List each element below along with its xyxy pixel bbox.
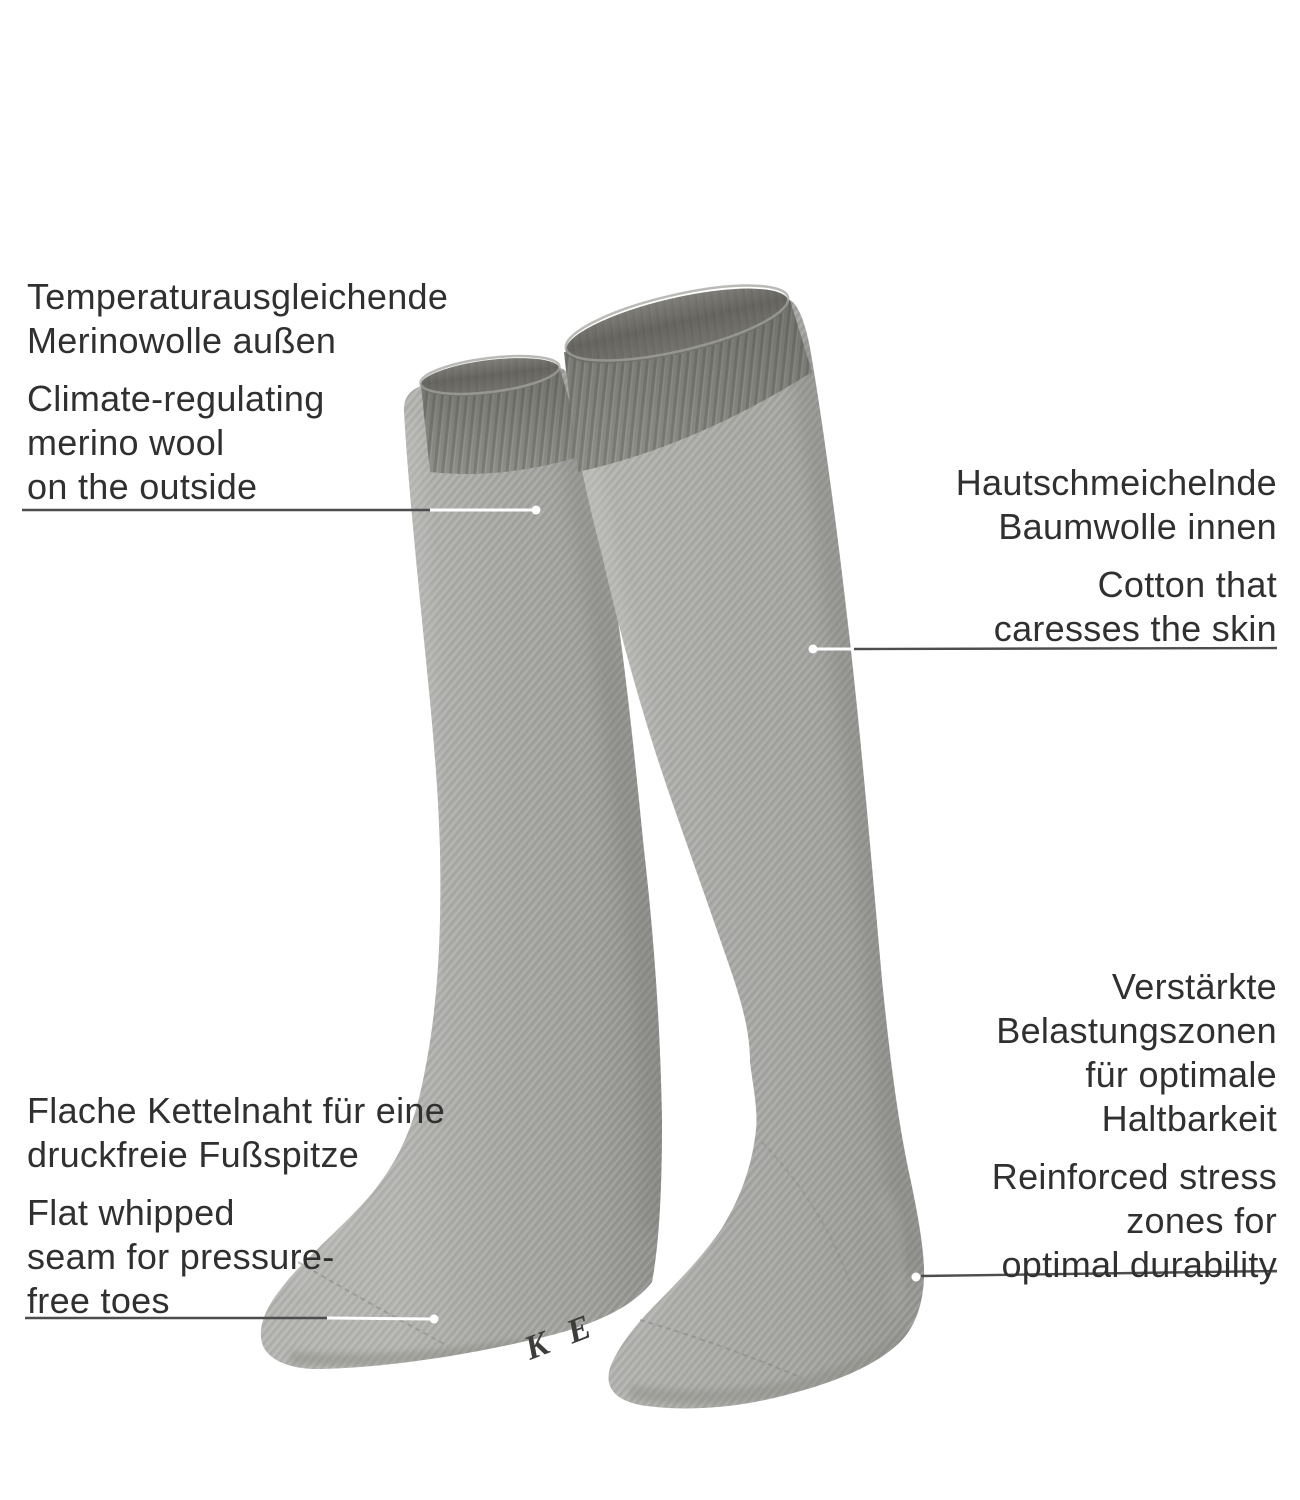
stress-de-line1: Verstärkte <box>1111 966 1277 1007</box>
stress-leader-dot <box>912 1273 921 1282</box>
merino-de-line2: Merinowolle außen <box>27 320 337 361</box>
merino-de-line1: Temperaturausgleichende <box>27 276 449 317</box>
merino-en-line3: on the outside <box>27 466 258 507</box>
toe-de-line2: druckfreie Fußspitze <box>27 1134 360 1175</box>
annotation-merino <box>27 275 448 509</box>
annotation-toe <box>27 1089 445 1323</box>
annotation-cotton <box>956 461 1277 651</box>
cotton-de-line2: Baumwolle innen <box>998 506 1277 547</box>
toe-en-line1: Flat whipped <box>27 1192 235 1233</box>
brand-letters: K E <box>519 1306 603 1368</box>
toe-en-line2: seam for pressure- <box>27 1236 335 1277</box>
stress-en-line3: optimal durability <box>1001 1244 1277 1285</box>
stress-en-line2: zones for <box>1126 1200 1277 1241</box>
merino-en-line2: merino wool <box>27 422 225 463</box>
merino-en-line1: Climate-regulating <box>27 378 325 419</box>
cotton-en-line1: Cotton that <box>1097 564 1277 605</box>
cotton-de-line1: Hautschmeichelnde <box>955 462 1277 503</box>
merino-leader-dot <box>532 506 541 515</box>
cotton-en-line2: caresses the skin <box>993 608 1277 649</box>
stress-de-line4: Haltbarkeit <box>1101 1098 1277 1139</box>
toe-en-line3: free toes <box>27 1280 170 1321</box>
annotation-stress <box>992 965 1277 1287</box>
stress-en-line1: Reinforced stress <box>991 1156 1277 1197</box>
stress-de-line2: Belastungszonen <box>996 1010 1277 1051</box>
stress-de-line3: für optimale <box>1085 1054 1277 1095</box>
toe-de-line1: Flache Kettelnaht für eine <box>27 1090 446 1131</box>
